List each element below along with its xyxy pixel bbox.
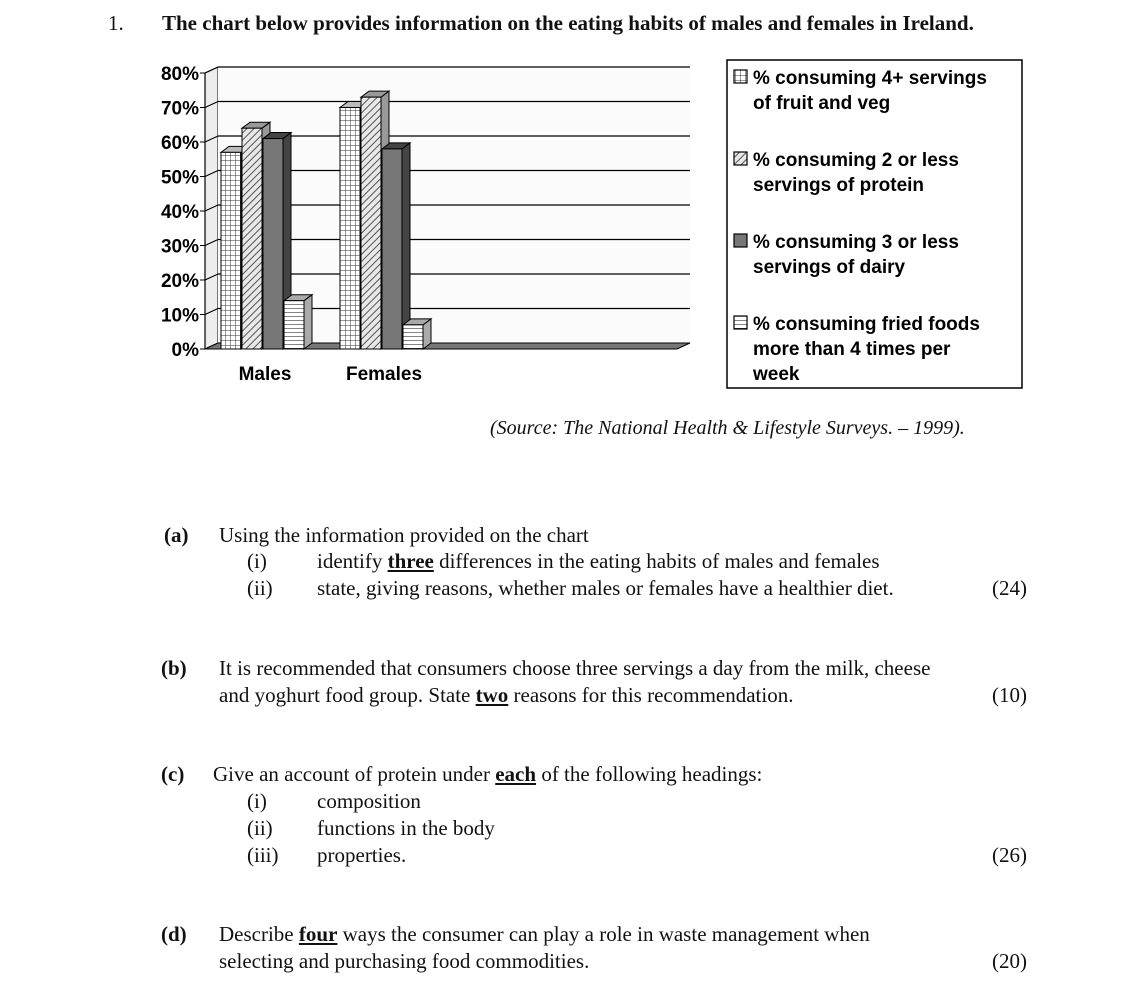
bar-females-series-4: [403, 319, 431, 349]
part-c-ii-text: functions in the body: [317, 816, 495, 840]
legend-entry-text: % consuming 2 or less: [753, 150, 959, 171]
part-d-line2: selecting and purchasing food commodities.: [219, 949, 590, 973]
legend: [727, 60, 1022, 388]
x-category-label: Females: [345, 364, 423, 385]
part-b-label: (b): [161, 656, 187, 680]
part-a-intro: Using the information provided on the chart: [219, 523, 589, 547]
legend-entry-text: % consuming 3 or less: [753, 232, 959, 253]
bar-males-series-4: [284, 295, 312, 349]
legend-entry-text: week: [753, 364, 800, 385]
question-number: 1.: [108, 11, 124, 35]
legend-swatch: [734, 70, 747, 83]
y-tick-label: 20%: [160, 271, 199, 292]
part-c-iii-number: (iii): [247, 843, 279, 867]
legend-entry-text: more than 4 times per: [753, 339, 951, 360]
part-a-i-text: identify three differences in the eating habits of males and females: [317, 549, 880, 573]
part-b-line1: It is recommended that consumers choose three servings a day from the milk, cheese: [219, 656, 931, 680]
bar-front: [242, 128, 262, 349]
bar-front: [361, 97, 381, 349]
legend-entry-text: servings of dairy: [753, 257, 906, 278]
legend-swatch: [734, 152, 747, 165]
eating-habits-chart: [0, 0, 1146, 400]
part-c-ii-number: (ii): [247, 816, 273, 840]
question-title: The chart below provides information on the eating habits of males and females in Ireland.: [162, 11, 974, 35]
part-a-ii-text: state, giving reasons, whether males or females have a healthier diet.: [317, 576, 894, 600]
part-d-line1: Describe four ways the consumer can play a role in waste management when: [219, 922, 870, 946]
part-b-marks: (10): [992, 683, 1027, 707]
part-a-i-number: (i): [247, 549, 267, 573]
x-category-label: Males: [238, 364, 292, 385]
emphasis-three: three: [387, 549, 434, 573]
part-c-i-text: composition: [317, 789, 421, 813]
part-c-intro: Give an account of protein under each of the following headings:: [213, 762, 763, 786]
part-d-label: (d): [161, 922, 187, 946]
y-tick-label: 0%: [171, 340, 199, 361]
y-tick-label: 70%: [160, 98, 199, 120]
bar-side: [304, 295, 312, 349]
bar-front: [340, 108, 360, 350]
emphasis-four: four: [298, 922, 338, 946]
legend-swatch: [734, 234, 747, 247]
part-a-ii-number: (ii): [247, 576, 273, 600]
y-tick-label: 80%: [160, 64, 199, 85]
legend-entry-text: % consuming fried foods: [753, 314, 980, 335]
part-c-iii-text: properties.: [317, 843, 407, 867]
legend-entry-text: of fruit and veg: [753, 93, 891, 114]
bar-front: [263, 139, 283, 349]
emphasis-each: each: [495, 762, 537, 786]
legend-entry-text: servings of protein: [753, 175, 925, 196]
bar-front: [284, 301, 304, 349]
legend-entry-text: % consuming 4+ servings: [753, 68, 987, 89]
bar-side: [402, 143, 410, 349]
part-c-label: (c): [161, 762, 185, 786]
bar-front: [382, 149, 402, 349]
y-tick-label: 30%: [160, 236, 199, 258]
part-d-marks: (20): [992, 949, 1027, 973]
y-tick-label: 50%: [160, 167, 199, 189]
part-a-label: (a): [164, 523, 189, 547]
legend-swatch: [734, 316, 747, 329]
y-tick-label: 10%: [160, 305, 199, 327]
part-a-marks: (24): [992, 576, 1027, 600]
source-citation: (Source: The National Health & Lifestyle Surveys. – 1999).: [490, 417, 965, 439]
bar-front: [221, 152, 241, 349]
y-tick-label: 40%: [160, 202, 199, 223]
bar-front: [403, 325, 423, 349]
emphasis-two: two: [475, 683, 509, 707]
bar-females-series-3: [382, 143, 410, 349]
part-c-marks: (26): [992, 843, 1027, 867]
part-c-i-number: (i): [247, 789, 267, 813]
part-b-line2: and yoghurt food group. State two reasons for this recommendation.: [219, 683, 794, 707]
y-tick-label: 60%: [160, 133, 199, 154]
